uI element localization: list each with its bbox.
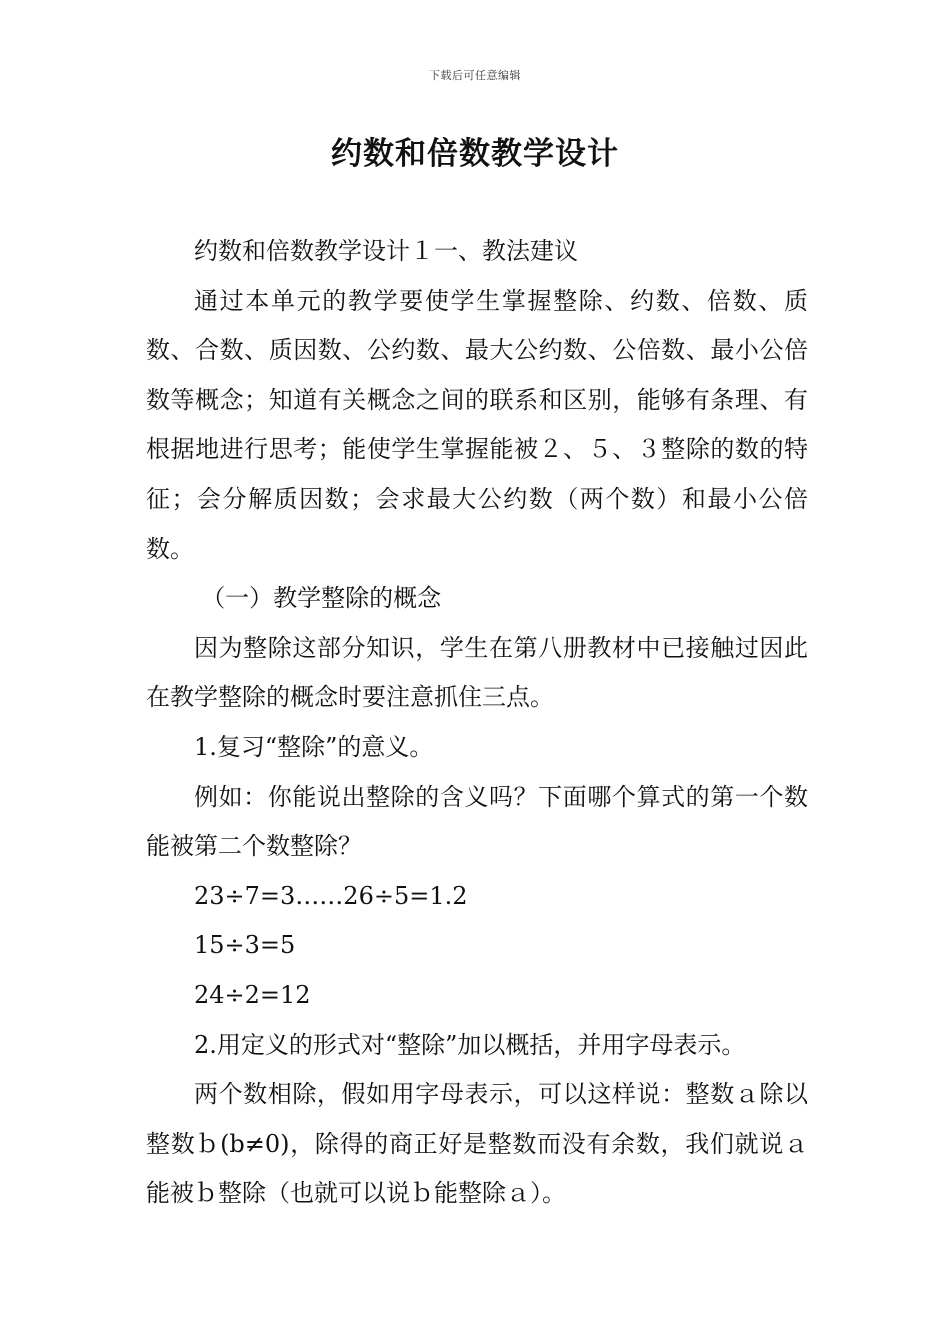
section-heading-divisibility: （一）教学整除的概念 bbox=[201, 584, 442, 613]
list-item-definition: 2.用定义的形式对“整除”加以概括，并用字母表示。 bbox=[194, 1030, 746, 1059]
paragraph-definition: 两个数相除，假如用字母表示，可以这样说：整数ａ除以整数ｂ(b≠0)，除得的商正好是整数而没有余数，我们就说ａ能被ｂ整除（也就可以说ｂ能整除ａ）。 bbox=[146, 1080, 808, 1208]
equation-line-3: 24÷2=12 bbox=[194, 980, 311, 1009]
document-title: 约数和倍数教学设计 bbox=[331, 136, 619, 172]
paragraph-teaching-goals: 通过本单元的教学要使学生掌握整除、约数、倍数、质数、合数、质因数、公约数、最大公约数、公倍数、最小公倍数等概念；知道有关概念之间的联系和区别，能够有条理、有根据地进行思考；能使学生掌握能被２、５、３整除的数的特征；会分解质因数；会求最大公约数（两个数）和最小公倍数。 bbox=[146, 286, 808, 563]
equation-line-2: 15÷3=5 bbox=[194, 931, 296, 960]
paragraph-example: 例如：你能说出整除的含义吗？下面哪个算式的第一个数能被第二个数整除？ bbox=[146, 782, 808, 861]
paragraph-background: 因为整除这部分知识，学生在第八册教材中已接触过因此在教学整除的概念时要注意抓住三点。 bbox=[146, 633, 808, 712]
equation-line-1: 23÷7=3……26÷5=1.2 bbox=[194, 881, 468, 910]
header-note: 下载后可任意编辑 bbox=[429, 69, 521, 82]
list-item-review: 1.复习“整除”的意义。 bbox=[194, 732, 434, 761]
document-body bbox=[146, 227, 808, 1219]
paragraph-intro: 约数和倍数教学设计１一、教法建议 bbox=[194, 237, 578, 265]
